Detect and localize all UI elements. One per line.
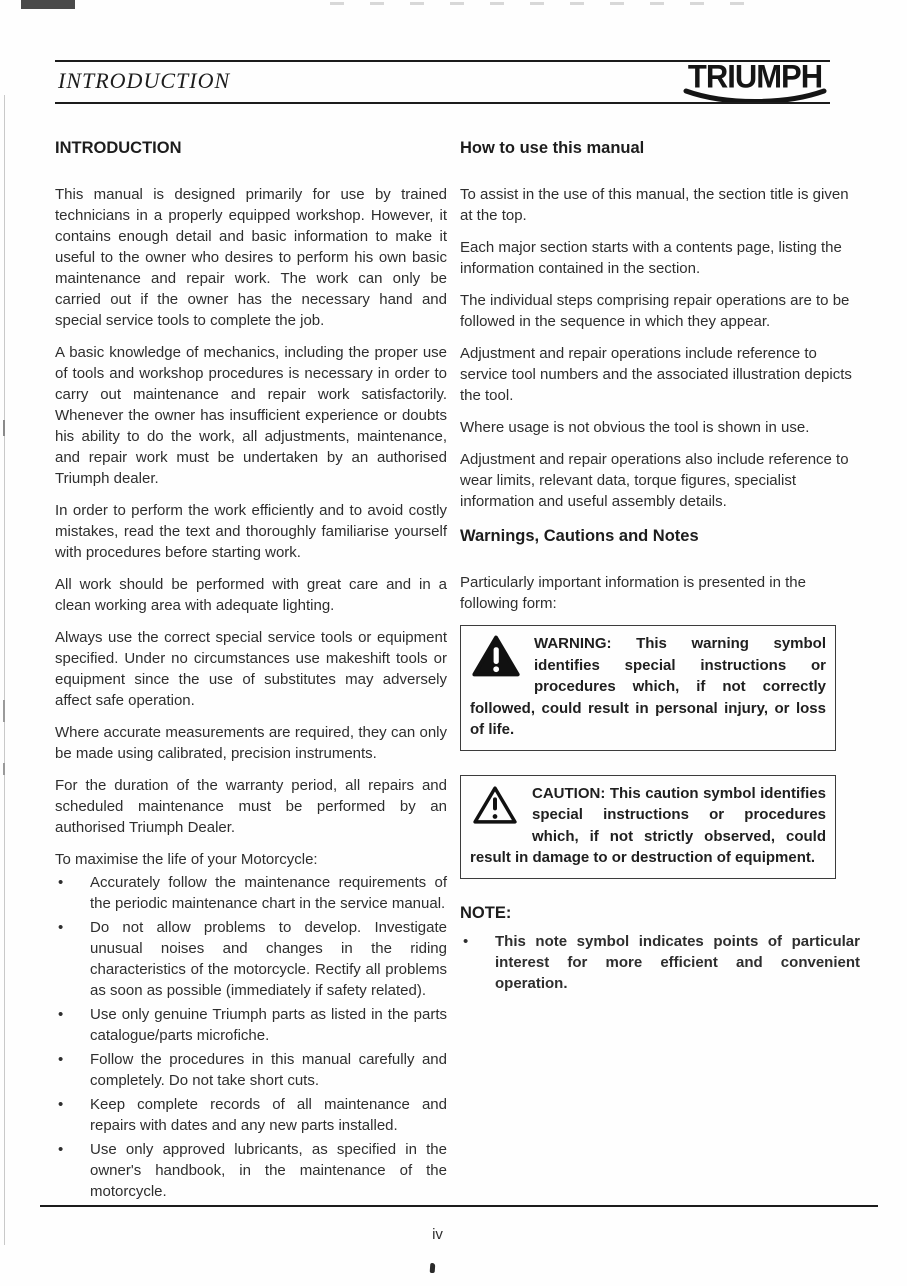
- warning-box: [460, 625, 836, 751]
- paragraph: For the duration of the warranty period, all repairs and scheduled maintenance must be performed by an authorised Triumph Dealer.: [55, 777, 447, 836]
- scan-artifact-dash: [3, 420, 5, 436]
- list-item-text: Use only approved lubricants, as specified in the owner's handbook, in the maintenance of the motorcycle.: [90, 1141, 447, 1200]
- triumph-logo-text: TRIUMPH: [687, 58, 823, 95]
- warnings-cautions-notes-heading: Warnings, Cautions and Notes: [460, 527, 699, 545]
- bullet-icon: •: [58, 919, 64, 936]
- paragraph: Always use the correct special service tools or equipment specified. Under no circumstances use makeshift tools or equipment since the use of substitutes may adversely affect safe operation.: [55, 629, 447, 709]
- paragraph: Each major section starts with a contents page, listing the information contained in the section.: [460, 239, 842, 277]
- list-item: [55, 872, 447, 914]
- paragraph: In order to perform the work efficiently and to avoid costly mistakes, read the text and thoroughly familiarise yourself with procedures before starting work.: [55, 502, 447, 561]
- right-column: [460, 138, 860, 1205]
- list-item-text: Use only genuine Triumph parts as listed in the parts catalogue/parts microfiche.: [90, 1006, 447, 1044]
- list-item: [55, 1004, 447, 1046]
- list-item-text: Follow the procedures in this manual carefully and completely. Do not take short cuts.: [90, 1051, 447, 1089]
- paragraph: A basic knowledge of mechanics, including the proper use of tools and workshop procedures is necessary in order to carry out maintenance and repair work satisfactorily. Whenever the owner has insufficient experience or doubts his ability to do the work, all adjustments, maintenance, and repair work must be undertaken by an authorised Triumph dealer.: [55, 344, 447, 487]
- list-item: [55, 1094, 447, 1136]
- list-item: [55, 917, 447, 1001]
- bullet-icon: •: [58, 874, 64, 891]
- bullet-icon: •: [58, 1051, 64, 1068]
- paragraph: To assist in the use of this manual, the section title is given at the top.: [460, 186, 849, 224]
- paragraph: Adjustment and repair operations also include reference to wear limits, relevant data, torque figures, specialist information and useful assembly details.: [460, 451, 849, 510]
- list-item: [55, 1049, 447, 1091]
- scan-artifact-foot-mark: [430, 1263, 436, 1273]
- bullet-icon: •: [58, 1141, 64, 1158]
- caution-label: CAUTION:: [532, 784, 606, 802]
- warning-triangle-icon: [472, 635, 520, 684]
- warning-label: WARNING:: [534, 635, 612, 652]
- note-text: This note symbol indicates points of particular interest for more efficient and convenient operation.: [495, 932, 860, 992]
- list-item-text: Accurately follow the maintenance requirements of the periodic maintenance chart in the service manual.: [90, 874, 447, 912]
- paragraph: All work should be performed with great care and in a clean working area with adequate lighting.: [55, 576, 447, 614]
- caution-box: [460, 775, 836, 879]
- scan-artifact-dash: [3, 763, 5, 775]
- left-column: [55, 138, 447, 1205]
- list-item-text: Do not allow problems to develop. Investigate unusual noises and changes in the riding characteristics of the motorcycle. Rectify all problems as soon as possible (immediately if safety related).: [90, 919, 447, 999]
- caution-triangle-icon: [472, 785, 518, 832]
- bullet-icon: •: [58, 1096, 64, 1113]
- paragraph: Where accurate measurements are required, they can only be made using calibrated, precision instruments.: [55, 724, 447, 762]
- page-body: [55, 138, 860, 1205]
- paragraph: This manual is designed primarily for use by trained technicians in a properly equipped workshop. However, it contains enough detail and basic information to make it useful to the owner who desires to perform his own basic maintenance and repair work. The work can only be carried out if the owner has the necessary hand and special service tools to complete the job.: [55, 186, 447, 329]
- note-heading: NOTE:: [460, 903, 512, 922]
- scan-artifact-dash: [3, 700, 5, 722]
- introduction-heading: INTRODUCTION: [55, 139, 182, 157]
- caution-text: This caution symbol identifies special instructions or procedures which, if not strictly observed, could result in damage to or destruction of equipment.: [470, 784, 826, 866]
- paragraph: Adjustment and repair operations include reference to service tool numbers and the associated illustration depicts the tool.: [460, 345, 852, 404]
- page-number: iv: [432, 1226, 443, 1243]
- bullet-icon: •: [463, 932, 469, 950]
- note-item: [460, 931, 860, 994]
- warning-text: This warning symbol identifies special instructions or procedures which, if not correctly followed, could result in personal injury, or loss of life.: [470, 635, 827, 738]
- list-intro: To maximise the life of your Motorcycle:: [55, 851, 318, 868]
- footer-rule: [40, 1205, 878, 1207]
- how-to-use-heading: How to use this manual: [460, 139, 645, 157]
- paragraph: Where usage is not obvious the tool is shown in use.: [460, 419, 810, 436]
- header-rule-bottom: [55, 102, 830, 104]
- header-section-title: INTRODUCTION: [58, 68, 231, 93]
- triumph-logo: [680, 58, 830, 104]
- scan-artifact-top-dashes: [330, 2, 750, 5]
- scan-artifact-left-line: [4, 95, 5, 1245]
- scan-artifact-top-bar: [21, 0, 75, 9]
- paragraph: The individual steps comprising repair operations are to be followed in the sequence in which they appear.: [460, 292, 850, 330]
- list-item: [55, 1139, 447, 1202]
- list-item-text: Keep complete records of all maintenance and repairs with dates and any new parts installed.: [90, 1096, 447, 1134]
- warnings-intro: Particularly important information is presented in the following form:: [460, 574, 806, 612]
- bullet-icon: •: [58, 1006, 64, 1023]
